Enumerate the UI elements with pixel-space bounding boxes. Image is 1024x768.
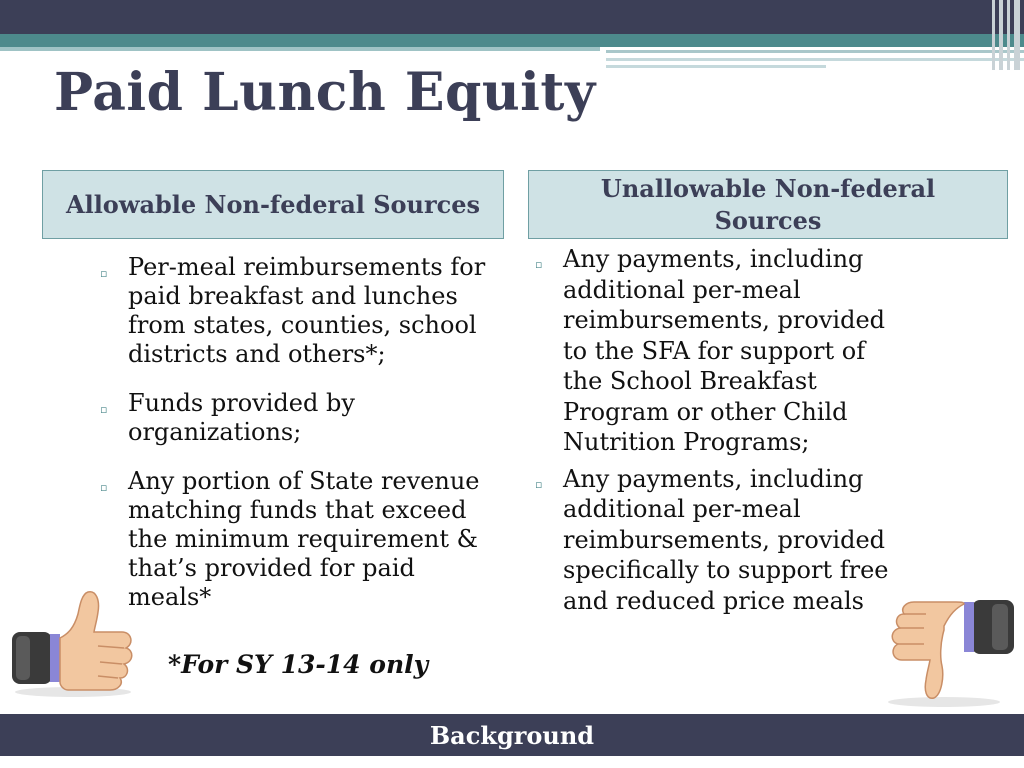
bullet-icon: ▫ bbox=[100, 403, 108, 416]
list-item bbox=[100, 467, 500, 612]
list-item-text: Any payments, including additional per-meal reimbursements, provided to the SFA for support of the School Breakfast Program or other Child Nutrition Programs; bbox=[563, 245, 886, 456]
decorative-lines bbox=[606, 50, 1024, 70]
top-banner bbox=[0, 0, 1024, 36]
accent-band bbox=[0, 34, 1024, 47]
bullet-icon: ▫ bbox=[100, 481, 108, 494]
list-item-text: Per-meal reimbursements for paid breakfast and lunches from states, counties, school districts and others*; bbox=[128, 253, 486, 368]
bullet-icon: ▫ bbox=[100, 267, 108, 280]
unallowable-header-label: Unallowable Non-federal Sources bbox=[600, 173, 936, 235]
list-item bbox=[535, 244, 895, 458]
list-item-text: Funds provided by organizations; bbox=[128, 389, 355, 446]
list-item bbox=[100, 389, 500, 447]
list-item bbox=[100, 253, 500, 369]
footer-label: Background bbox=[429, 720, 595, 750]
list-item bbox=[535, 464, 895, 617]
list-item-text: Any payments, including additional per-meal reimbursements, provided specifically to support free and reduced price meals bbox=[563, 464, 889, 615]
allowable-header bbox=[42, 170, 504, 239]
bullet-icon: ▫ bbox=[535, 477, 543, 491]
unallowable-list bbox=[535, 244, 895, 622]
accent-line bbox=[0, 47, 600, 51]
decorative-stripes bbox=[990, 0, 1024, 70]
bullet-icon: ▫ bbox=[535, 258, 543, 271]
footnote: *For SY 13-14 only bbox=[168, 650, 429, 679]
allowable-header-label: Allowable Non-federal Sources bbox=[65, 189, 481, 219]
list-item-text: Any portion of State revenue matching funds that exceed the minimum requirement & that’s provided for paid meals* bbox=[128, 467, 480, 611]
footer-bar bbox=[0, 714, 1024, 756]
thumbs-down-icon bbox=[882, 596, 1018, 708]
unallowable-header bbox=[528, 170, 1008, 239]
thumbs-up-icon bbox=[8, 588, 138, 698]
slide-title: Paid Lunch Equity bbox=[54, 62, 596, 123]
allowable-list bbox=[100, 253, 500, 632]
